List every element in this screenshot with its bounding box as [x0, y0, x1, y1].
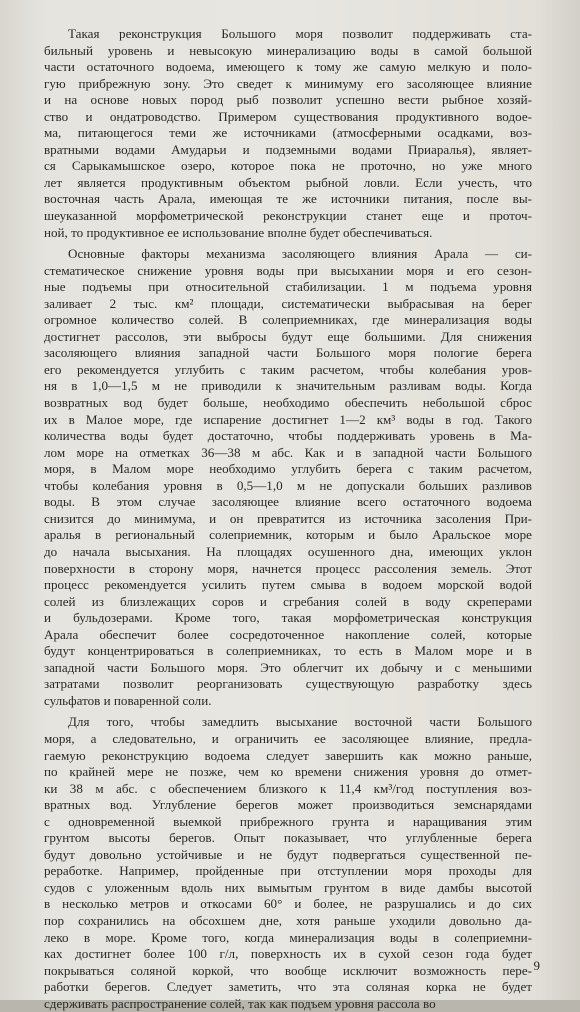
text-line: восточная часть Арала, имеющая те же источники питания, после вы- — [44, 191, 532, 207]
text-line: Основные факторы механизма засоляющего влияния Арала — си- — [68, 246, 532, 262]
text-line: реработке. Например, пройденные при отступлении моря проходы для — [44, 863, 532, 879]
text-line: ные подъемы при относительной стабилизации. 1 м подъема уровня — [44, 279, 532, 295]
text-line: огромное количество солей. В солеприемниках, где минерализация воды — [44, 312, 532, 328]
text-line: пор сохранились на обсохшем дне, хотя раньше уходили довольно да- — [44, 912, 532, 928]
text-line: ках достигнет более 100 г/л, поверхность их в сухой сезон года будет — [44, 946, 532, 962]
text-line: заливает 2 тыс. км² площади, систематически выбрасывая на берег — [44, 295, 532, 311]
page-number: 9 — [533, 958, 540, 973]
text-line: процесс рекомендуется усилить путем смыва в водоем морской водой — [44, 577, 532, 593]
text-line: Такая реконструкция Большого моря позволит поддерживать ста- — [68, 26, 532, 41]
text-line: будут довольно устойчивые и не будут подвергаться существенной пе- — [44, 846, 532, 862]
text-line: лет является продуктивным объектом рыбной ловли. Если учесть, что — [44, 174, 532, 190]
text-line: с одновременной выемкой прибрежного грунта и наращивания этим — [44, 813, 532, 829]
text-line: будут концентрироваться в солеприемниках, то есть в Малом море и в — [44, 643, 532, 659]
text-line: моря, в Малом море необходимо углубить берега с таким расчетом, — [44, 461, 532, 477]
text-line: ки 38 м абс. с обеспечением близкого к 11,4 км³/год поступления воз- — [44, 780, 532, 796]
text-line: западной части Большого моря. Это облегчит их добычу и с меньшими — [44, 659, 532, 675]
paragraph — [44, 26, 532, 241]
text-line: его рекомендуется углубить с таким расчетом, чтобы колебания уров- — [44, 361, 532, 377]
text-line: сульфатов и поваренной соли. — [44, 692, 212, 708]
text-line: затратами позволит реорганизовать существующую разработку здесь — [44, 676, 532, 692]
text-line: Для того, чтобы замедлить высыхание восточной части Большого — [68, 714, 532, 730]
text-line: шеуказанной морфометрической реконструкции станет еще и проточ- — [44, 208, 532, 224]
text-line: леко в море. Кроме того, когда минерализация воды в солеприемни- — [44, 929, 532, 945]
text-line: количества воды будет достаточно, чтобы поддерживать уровень в Ма- — [44, 428, 532, 444]
text-line: ной, то продуктивное ее использование вполне будет обеспечиваться. — [44, 224, 433, 240]
text-line: и на основе новых пород рыб позволит успешно вести рыбное хозяй- — [44, 92, 532, 108]
text-line: аралья в региональный солеприемник, которым и было Аральское море — [44, 527, 532, 543]
text-line: ма, питающегося теми же источниками (атмосферными осадками, воз- — [44, 125, 532, 141]
text-line: в несколько метров и откосами 60° и более, не разрушались и до сих — [44, 896, 532, 912]
text-line: судов с уложенным вдоль них вымытым грунтом в виде дамбы высотой — [44, 879, 532, 895]
text-line: снизится до минимума, и он превратится из источника засоления При- — [44, 510, 532, 526]
text-line: части остаточного водоема, имеющего к тому же самую мелкую и поло- — [44, 59, 532, 75]
text-line: покрываться соляной коркой, что вообще исключит возможность пере- — [44, 962, 532, 978]
text-line: по крайней мере не позже, чем ко времени снижения уровня до отмет- — [44, 764, 532, 780]
text-line: моря, а следовательно, и ограничить ее засоляющее влияние, предла- — [44, 730, 532, 746]
paragraph — [44, 246, 532, 709]
paragraph — [44, 714, 532, 1012]
text-line: возвратных вод будет больше, необходимо обеспечить небольшой сброс — [44, 395, 532, 411]
text-line: работки берегов. Следует заметить, что эта соляная корка не будет — [44, 979, 532, 995]
text-line: вратными водами Амударьи и подземными водами Приаралья), являет- — [44, 141, 532, 157]
text-line: до начала высыхания. На площадях осушенного дна, имеющих уклон — [44, 543, 532, 559]
text-line: воды. В этом случае засоляющее влияние всего остаточного водоема — [44, 494, 532, 510]
text-line: гую прибрежную зону. Это сведет к минимуму его засоляющее влияние — [44, 75, 532, 91]
text-line: ство и ондатроводство. Примером существования продуктивного водое- — [44, 108, 532, 124]
text-line: Арала обеспечит более сосредоточенное накопление солей, которые — [44, 626, 532, 642]
text-line: их в Малое море, где испарение достигнет 1—2 км³ воды в год. Такого — [44, 411, 532, 427]
text-line: грунтом высоты берегов. Опыт показывает, что углубленные берега — [44, 830, 532, 846]
text-line: ся Сарыкамышское озеро, которое пока не проточно, но уже много — [44, 158, 532, 174]
text-line: лом море на отметках 36—38 м абс. Как и в западной части Большого — [44, 444, 532, 460]
text-line: вратных вод. Углубление берегов может производиться земснарядами — [44, 797, 532, 813]
body-text — [44, 26, 532, 1012]
text-line: ня в 1,0—1,5 м не приводили к значительным разливам воды. Когда — [44, 378, 532, 394]
text-line: достигнет рассолов, эти выбросы будут еще большими. Для снижения — [44, 328, 532, 344]
text-line: бильный уровень и невысокую минерализацию воды в самой большой — [44, 42, 532, 58]
text-line: гаемую реконструкцию водоема следует завершить как можно раньше, — [44, 747, 532, 763]
text-line: и бульдозерами. Кроме того, такая морфометрическая конструкция — [44, 610, 532, 626]
text-line: солей из близлежащих соров и сгребания солей в воду скреперами — [44, 593, 532, 609]
text-line: засоляющего влияния западной части Большого моря пологие берега — [44, 345, 532, 361]
text-line: чтобы колебания уровня в 0,5—1,0 м не допускали больших разливов — [44, 477, 532, 493]
text-line: поверхности в сторону моря, начнется процесс рассоления земель. Этот — [44, 560, 532, 576]
text-line: сдерживать распространение солей, так как подъем уровня рассола во — [44, 995, 436, 1011]
text-line: стематическое снижение уровня воды при высыхании моря и его сезон- — [44, 262, 532, 278]
